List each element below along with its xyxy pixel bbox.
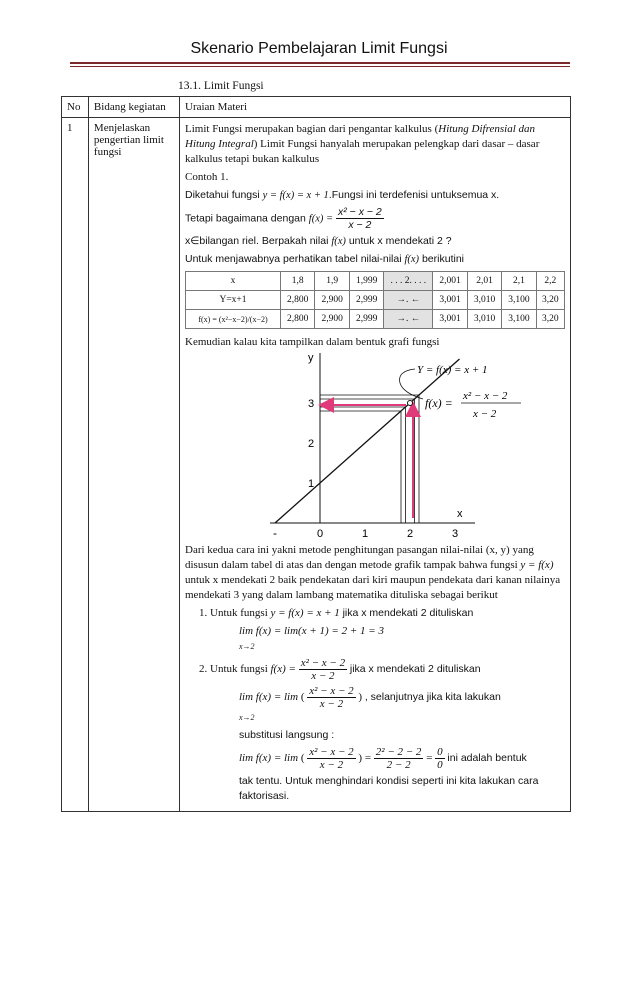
row-bidang: Menjelaskan pengertian limit fungsi [88,118,179,812]
y-tick-2: 2 [308,438,315,450]
item1-lim-sub: x→2 [239,642,255,651]
taktentu-line: tak tentu. Untuk menghindari kondisi seperti ini kita lakukan cara faktorisasi. [239,775,539,802]
x-tick-2: 2 [407,528,414,540]
vt-h2: 1,9 [315,272,349,291]
vt-r1-c7: 3,20 [536,291,564,310]
vt-r2-c5: 3,010 [467,310,501,329]
item2-den: x − 2 [311,670,335,682]
col-no-header [62,97,89,118]
subst-limit: lim f(x) = lim ( $\frac{\text{x² − x − 2}}{x - 2}$ ) = $\frac{\text{2² − 2 − 2}}{2 - 2}$ = $\frac{0}{0}$ ini adalah bentuk [239,746,527,771]
subst-den2: 2 − 2 [386,759,411,771]
vt-r2-c6: 3,100 [502,310,536,329]
vt-r2-c3: →. ← [384,310,433,329]
hole-point [408,401,413,406]
tetapi-line [185,206,565,231]
item2-lim-num: x² − x − 2 [309,685,354,697]
tabel-line [185,252,565,267]
x-real-a: x∈bilangan riel. Berpakah nilai [185,235,329,247]
subst-lim-eq: lim f(x) = lim [239,752,299,765]
diketahui-b: .Fungsi ini terdefenisi untuksemua x. [328,189,500,201]
minus-label: - [273,526,277,540]
vt-r1-c6: 3,100 [502,291,536,310]
vt-h3: 1,999 [349,272,383,291]
vt-r2-c2: 2,999 [349,310,383,329]
fx-den: x − 2 [348,219,372,231]
item2-fx: f(x) = [270,663,296,676]
grafik-line: Kemudian kalau kita tampilkan dalam bentuk grafi fungsi [185,336,440,348]
annotation-num: x² − x − 2 [463,390,508,402]
col-uraian-label: Uraian Materi [185,101,247,113]
subst-frac2 [374,746,424,771]
vt-r2-c7: 3,20 [536,310,564,329]
annotation-line-eq: Y = f(x) = x + 1 [417,364,488,376]
intro-italic: Hitung Difrensial dan Hitung Integral [185,123,536,150]
vt-h5: 2,001 [433,272,467,291]
dari-b: untuk x mendekati 2 baik pendekatan dari kiri maupun pendekata dari kanan nilainya mendekati 3 yang dalam lambang matematika dituliska sebagai berikut [185,574,561,601]
diketahui-line [185,188,565,203]
vt-r1-c3: →. ← [384,291,433,310]
bentuk-text: ini adalah bentuk [447,752,527,765]
row-uraian [180,118,571,812]
x-tick-0: 0 [317,528,324,540]
fx-fraction [336,206,384,231]
item1-a: 1. Untuk fungsi [199,607,268,619]
item1-b: jika x mendekati 2 dituliskan [342,607,474,619]
fx-short-2: f(x) [404,254,420,265]
header-rule [70,62,570,64]
item2-lim-eq: lim f(x) = lim [239,691,299,704]
annotation-den: x − 2 [473,408,497,420]
main-table [61,96,571,812]
item2-num: x² − x − 2 [300,657,346,669]
subst-num2: 2² − 2 − 2 [375,746,422,758]
vt-r1-c2: 2,999 [349,291,383,310]
item1-limit [239,624,565,654]
col-no-label: No [67,101,81,113]
item1-eq: y = f(x) = x + 1 [270,607,340,619]
dari-paragraph [185,543,565,603]
item2-limit: lim f(x) = lim ( $\frac{\text{x² − x − 2}}{x - 2}$ ) , selanjutnya jika kita lakukan x→2 [239,685,501,722]
tetapi-text: Tetapi bagaimana dengan [185,212,306,225]
vt-r1-c1: 2,900 [315,291,349,310]
vt-h7: 2,1 [502,272,536,291]
item2-lim-sub: x→2 [239,713,255,722]
subst-frac3 [435,746,445,771]
intro-b: ) Limit Fungsi hanyalah merupakan pelengkap dari dasar – dasar kalkulus tetapi bukan kalkulus [185,138,540,165]
item2-a: 2. Untuk fungsi [199,663,268,676]
tabel-a: Untuk menjawabnya perhatikan tabel nilai-nilai [185,253,402,265]
vt-h4: . . . 2. . . . [384,272,433,291]
vt-h0: x [186,272,281,291]
vt-r2-c0: 2,800 [281,310,315,329]
header-rule-thin [70,66,570,67]
x-real-b: untuk x mendekati 2 ? [348,235,452,247]
vt-h8: 2,2 [536,272,564,291]
y-tick-3: 3 [308,398,315,410]
col-bidang-label: Bidang kegiatan [93,101,166,113]
col-uraian-header [180,97,571,118]
dari-eq: y = f(x) [520,559,554,571]
vt-r2-c4: 3,001 [433,310,467,329]
approach-lines [320,395,419,523]
subst-den3: 0 [437,759,443,771]
x-axis-label: x [457,508,463,520]
item1-lim-eq: lim f(x) = lim(x + 1) = 2 + 1 = 3 [239,625,384,637]
item2-fraction [299,657,347,682]
subst-line: substitusi langsung : [239,729,335,741]
item1-line [199,606,565,621]
col-bidang-header [88,97,179,118]
intro-paragraph [185,122,565,167]
subst-den1: x − 2 [319,759,344,771]
vt-r1-label: Y=x+1 [186,291,281,310]
limit-graph [225,353,565,543]
value-header-row [186,272,565,291]
vt-r1-c0: 2,800 [281,291,315,310]
subst-frac1 [307,746,355,771]
item2-b: jika x mendekati 2 dituliskan [349,663,481,676]
vt-h6: 2,01 [467,272,501,291]
item2-after: , selanjutnya jika kita lakukan [364,691,501,704]
y-tick-1: 1 [308,478,315,490]
fx-short: f(x) [331,236,346,247]
limit-list [199,606,565,804]
annotation-fx: f(x) = [425,396,453,410]
subst-num1: x² − x − 2 [309,746,354,758]
x-tick-3: 3 [452,528,459,540]
value-table [185,271,565,329]
value-row-rational [186,310,565,329]
fx-label: f(x) = [308,213,334,225]
row-no: 1 [62,118,89,812]
value-row-linear [186,291,565,310]
diketahui-eq: y = f(x) = x + 1 [262,190,329,201]
page-header: Skenario Pembelajaran Limit Fungsi [190,40,448,57]
section-title: 13.1. Limit Fungsi [178,80,264,92]
x-real-line [185,234,565,249]
vt-r1-c5: 3,010 [467,291,501,310]
y-axis-label: y [308,353,314,364]
contoh-label: Contoh 1. [185,171,229,183]
tabel-b: berikutini [421,253,464,265]
item2-lim-den: x − 2 [319,698,344,710]
function-line [275,359,460,523]
vt-r2-c1: 2,900 [315,310,349,329]
diketahui-a: Diketahui fungsi [185,189,260,201]
item2-line [199,657,565,682]
fx-num: x² − x − 2 [337,206,382,218]
x-tick-1: 1 [362,528,369,540]
vt-r2-label: f(x) = (x²−x−2)/(x−2) [186,310,281,329]
vt-h1: 1,8 [281,272,315,291]
vt-r1-c4: 3,001 [433,291,467,310]
subst-num3: 0 [437,746,443,758]
intro-a: Limit Fungsi merupakan bagian dari pengantar kalkulus ( [185,123,439,135]
tick-labels [308,398,458,540]
dari-a: Dari kedua cara ini yakni metode penghitungan pasangan nilai-nilai (x, y) yang disusun dalam tabel di atas dan dengan metode grafik tampak bahwa fungsi [185,544,534,571]
item2-lim-frac [307,685,355,710]
